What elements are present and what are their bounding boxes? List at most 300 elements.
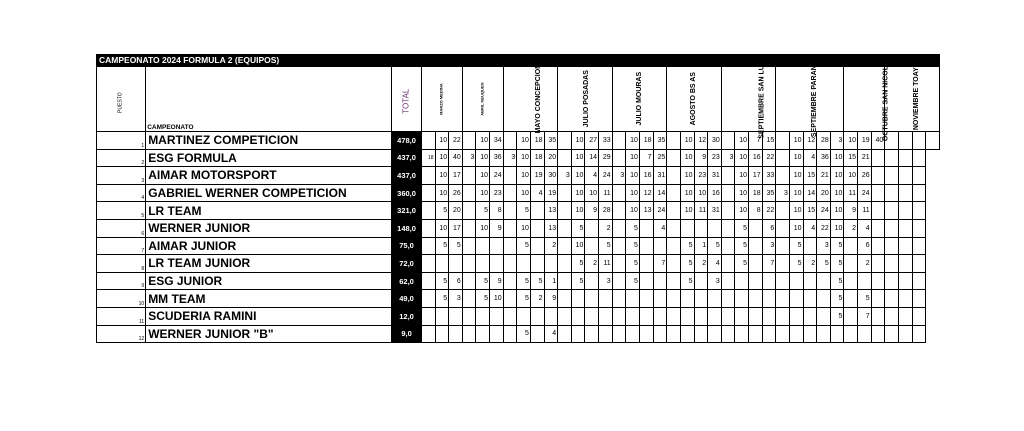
points-cell — [571, 132, 585, 150]
points-cell — [830, 325, 844, 343]
points-cell — [803, 307, 817, 325]
points-cell — [694, 149, 708, 167]
points-cell — [421, 290, 435, 308]
points-value: 11 — [603, 189, 611, 197]
points-cell — [421, 167, 435, 185]
position-value: 5 — [141, 212, 145, 219]
team-name: ESG FORMULA — [148, 150, 237, 165]
points-cell — [680, 132, 694, 150]
points-value: 5 — [579, 224, 584, 232]
points-cell — [817, 184, 831, 202]
points-cell — [871, 237, 885, 255]
points-cell — [503, 184, 517, 202]
points-cell — [871, 255, 885, 273]
points-cell — [639, 237, 653, 255]
points-cell — [571, 167, 585, 185]
points-cell — [599, 149, 613, 167]
position-cell — [97, 237, 146, 255]
points-value: 5 — [525, 330, 529, 338]
points-cell — [639, 325, 653, 343]
points-cell — [476, 167, 490, 185]
points-cell — [858, 255, 872, 273]
points-cell — [653, 272, 667, 290]
points-cell — [680, 290, 694, 308]
points-cell — [490, 149, 504, 167]
points-cell — [803, 219, 817, 237]
points-cell — [762, 149, 776, 167]
points-cell — [585, 290, 599, 308]
points-cell — [912, 237, 926, 255]
points-cell — [571, 255, 585, 273]
points-cell — [912, 307, 926, 325]
points-cell — [817, 132, 831, 150]
team-name: GABRIEL WERNER COMPETICION — [148, 186, 347, 201]
points-cell — [503, 237, 517, 255]
position-cell — [97, 149, 146, 167]
points-cell — [749, 237, 763, 255]
points-cell — [626, 132, 640, 150]
points-value: 5 — [525, 277, 529, 285]
points-cell — [776, 272, 790, 290]
points-cell — [490, 272, 504, 290]
points-cell — [776, 325, 790, 343]
points-cell — [585, 237, 599, 255]
points-cell — [599, 272, 613, 290]
points-cell — [599, 237, 613, 255]
points-cell — [599, 325, 613, 343]
points-cell — [694, 202, 708, 220]
points-cell — [708, 307, 722, 325]
points-cell — [694, 325, 708, 343]
points-value: 10 — [684, 154, 693, 162]
points-cell — [844, 149, 858, 167]
points-value: 10 — [575, 207, 584, 215]
points-cell — [789, 149, 803, 167]
points-cell — [462, 202, 476, 220]
position-cell — [97, 290, 146, 308]
points-cell — [449, 307, 463, 325]
points-value: 5 — [538, 277, 543, 285]
points-cell — [544, 149, 558, 167]
points-value: 10 — [439, 189, 448, 197]
points-cell — [735, 272, 749, 290]
points-cell — [817, 149, 831, 167]
points-value: 7 — [647, 154, 652, 162]
points-cell — [898, 272, 912, 290]
points-value: 14 — [807, 189, 816, 197]
points-cell — [503, 290, 517, 308]
points-cell — [612, 237, 626, 255]
points-cell — [844, 272, 858, 290]
points-value: 10 — [480, 136, 489, 144]
position-value: 7 — [141, 248, 145, 255]
points-value: 8 — [497, 207, 502, 215]
points-cell — [653, 325, 667, 343]
points-value: 10 — [575, 189, 584, 197]
puesto-header-label: PUESTO — [117, 92, 124, 113]
points-cell — [817, 325, 831, 343]
points-cell — [449, 255, 463, 273]
points-cell — [749, 184, 763, 202]
puesto-header — [97, 67, 146, 132]
points-value: 10 — [739, 154, 748, 162]
points-cell — [749, 255, 763, 273]
points-cell — [721, 307, 735, 325]
points-cell — [599, 307, 613, 325]
points-cell — [721, 149, 735, 167]
total-value: 478,0 — [397, 135, 416, 145]
points-value: 35 — [657, 136, 666, 144]
points-cell — [694, 167, 708, 185]
points-value: 6 — [865, 242, 870, 250]
points-cell — [476, 272, 490, 290]
points-cell — [749, 149, 763, 167]
points-value: 4 — [593, 171, 598, 179]
points-value: 3 — [729, 154, 734, 162]
points-cell — [653, 132, 667, 150]
points-cell — [721, 290, 735, 308]
points-cell — [517, 184, 531, 202]
points-cell — [721, 132, 735, 150]
standings-sheet — [96, 54, 940, 343]
points-cell — [626, 325, 640, 343]
points-value: 10 — [480, 189, 489, 197]
points-cell — [421, 237, 435, 255]
points-cell — [694, 307, 708, 325]
points-cell — [762, 184, 776, 202]
points-cell — [803, 290, 817, 308]
position-value: 3 — [141, 177, 145, 184]
team-name-cell — [146, 290, 392, 308]
points-cell — [885, 167, 899, 185]
total-value: 321,0 — [397, 206, 416, 216]
points-value: 5 — [715, 242, 720, 250]
points-value: 10 — [684, 189, 693, 197]
points-value: 30 — [712, 136, 720, 144]
points-cell — [639, 272, 653, 290]
points-cell — [694, 290, 708, 308]
points-cell — [626, 237, 640, 255]
points-value: 20 — [821, 189, 829, 197]
points-cell — [735, 325, 749, 343]
team-name: SCUDERIA RAMINI — [148, 309, 257, 324]
points-value: 10 — [739, 189, 748, 197]
points-value: 18 — [534, 154, 543, 162]
points-cell — [803, 149, 817, 167]
points-value: 35 — [766, 189, 775, 197]
points-value: 13 — [548, 207, 557, 215]
points-cell — [735, 202, 749, 220]
points-value: 10 — [630, 207, 638, 215]
points-cell — [421, 255, 435, 273]
points-cell — [639, 184, 653, 202]
total-cell — [392, 237, 422, 255]
points-cell — [503, 325, 517, 343]
points-cell — [503, 219, 517, 237]
points-value: 2 — [552, 242, 557, 250]
position-cell — [97, 132, 146, 150]
points-value: 28 — [821, 136, 829, 144]
points-value: 2 — [811, 259, 816, 267]
points-cell — [762, 237, 776, 255]
team-name-cell — [146, 167, 392, 185]
points-cell — [721, 184, 735, 202]
points-value: 28 — [602, 207, 611, 215]
position-cell — [97, 219, 146, 237]
total-value: 9,0 — [401, 329, 412, 339]
points-value: 7 — [865, 312, 870, 320]
points-cell — [776, 167, 790, 185]
points-cell — [749, 219, 763, 237]
points-cell — [885, 184, 899, 202]
points-cell — [871, 325, 885, 343]
points-cell — [503, 307, 517, 325]
total-cell — [392, 325, 422, 343]
points-cell — [789, 184, 803, 202]
race-header — [885, 67, 940, 132]
points-cell — [912, 132, 926, 150]
total-value: 437,0 — [397, 170, 416, 180]
position-cell — [97, 184, 146, 202]
points-value: 10 — [834, 171, 843, 179]
points-cell — [708, 290, 722, 308]
points-cell — [571, 202, 585, 220]
points-cell — [639, 167, 653, 185]
points-cell — [817, 272, 831, 290]
points-cell — [871, 202, 885, 220]
points-cell — [599, 202, 613, 220]
points-cell — [490, 167, 504, 185]
points-cell — [544, 219, 558, 237]
points-cell — [449, 149, 463, 167]
points-value: 33 — [602, 136, 611, 144]
points-cell — [721, 167, 735, 185]
points-cell — [612, 184, 626, 202]
points-cell — [844, 290, 858, 308]
points-value: 2 — [865, 259, 870, 267]
points-cell — [639, 219, 653, 237]
points-value: 11 — [848, 189, 857, 197]
points-cell — [885, 202, 899, 220]
points-cell — [898, 167, 912, 185]
team-name-cell — [146, 272, 392, 290]
points-cell — [803, 325, 817, 343]
points-value: 1 — [552, 277, 557, 285]
points-cell — [898, 290, 912, 308]
points-value: 5 — [606, 242, 611, 250]
points-value: 10 — [521, 154, 529, 162]
points-cell — [503, 272, 517, 290]
points-value: 10 — [521, 136, 529, 144]
points-cell — [517, 132, 531, 150]
points-cell — [789, 132, 803, 150]
points-value: 19 — [548, 189, 557, 197]
points-cell — [435, 325, 449, 343]
points-cell — [735, 167, 749, 185]
points-cell — [694, 255, 708, 273]
total-value: 72,0 — [399, 258, 414, 268]
points-value: 5 — [484, 207, 489, 215]
points-cell — [735, 132, 749, 150]
team-name-cell — [146, 325, 392, 343]
points-cell — [449, 167, 463, 185]
points-cell — [667, 132, 681, 150]
points-cell — [585, 167, 599, 185]
points-cell — [462, 325, 476, 343]
points-value: 10 — [575, 136, 584, 144]
team-name-cell — [146, 255, 392, 273]
points-cell — [435, 184, 449, 202]
points-value: 4 — [811, 224, 816, 232]
points-value: 10 — [439, 136, 448, 144]
points-cell — [762, 167, 776, 185]
points-value: 10 — [575, 171, 584, 179]
position-cell — [97, 325, 146, 343]
points-value: 3 — [838, 136, 843, 144]
points-value: 4 — [865, 224, 870, 232]
points-value: 14 — [589, 154, 598, 162]
points-value: 14 — [657, 189, 666, 197]
points-cell — [490, 290, 504, 308]
points-cell — [490, 132, 504, 150]
total-value: 437,0 — [397, 153, 416, 163]
position-value: 4 — [141, 195, 145, 202]
points-cell — [830, 219, 844, 237]
total-cell — [392, 167, 422, 185]
points-cell — [639, 149, 653, 167]
points-cell — [830, 255, 844, 273]
points-cell — [844, 167, 858, 185]
points-cell — [612, 132, 626, 150]
points-value: 4 — [811, 154, 816, 162]
points-value: 19 — [534, 171, 543, 179]
points-value: 5 — [797, 242, 802, 250]
points-cell — [449, 325, 463, 343]
points-cell — [789, 307, 803, 325]
points-cell — [599, 219, 613, 237]
points-value: 10 — [834, 207, 843, 215]
points-cell — [871, 149, 885, 167]
points-cell — [653, 184, 667, 202]
points-cell — [871, 184, 885, 202]
points-value: 5 — [838, 259, 843, 267]
points-cell — [776, 184, 790, 202]
points-value: 17 — [453, 171, 461, 179]
points-cell — [776, 149, 790, 167]
team-name-cell — [146, 132, 392, 150]
points-cell — [626, 184, 640, 202]
points-cell — [844, 325, 858, 343]
points-cell — [421, 184, 435, 202]
points-cell — [462, 167, 476, 185]
points-cell — [776, 290, 790, 308]
points-cell — [912, 202, 926, 220]
points-value: 10 — [793, 224, 802, 232]
points-cell — [667, 255, 681, 273]
points-cell — [585, 132, 599, 150]
points-cell — [476, 255, 490, 273]
header-row — [97, 67, 940, 132]
points-cell — [680, 149, 694, 167]
points-value: 10 — [480, 224, 489, 232]
total-header-label: TOTAL — [401, 88, 411, 114]
points-cell — [735, 290, 749, 308]
points-cell — [421, 202, 435, 220]
points-cell — [708, 132, 722, 150]
points-cell — [626, 167, 640, 185]
points-cell — [421, 272, 435, 290]
points-cell — [544, 325, 558, 343]
race-header-label: SEPTIEMBRE PARANA — [811, 60, 819, 138]
team-name-cell — [146, 184, 392, 202]
points-cell — [626, 255, 640, 273]
points-cell — [885, 307, 899, 325]
points-cell — [858, 184, 872, 202]
points-cell — [708, 325, 722, 343]
points-value: 7 — [770, 259, 775, 267]
team-name-cell — [146, 149, 392, 167]
points-value: 35 — [548, 136, 557, 144]
points-cell — [612, 272, 626, 290]
points-cell — [749, 290, 763, 308]
points-cell — [776, 307, 790, 325]
points-value: 18 — [427, 154, 434, 161]
points-value: 10 — [480, 171, 489, 179]
points-value: 9 — [552, 295, 557, 303]
total-value: 360,0 — [397, 188, 416, 198]
points-value: 18 — [534, 136, 543, 144]
points-value: 22 — [821, 224, 829, 232]
team-name-cell — [146, 219, 392, 237]
total-value: 148,0 — [397, 223, 416, 233]
points-value: 31 — [712, 207, 720, 215]
points-cell — [680, 272, 694, 290]
points-cell — [830, 307, 844, 325]
team-name-cell — [146, 307, 392, 325]
points-cell — [571, 325, 585, 343]
points-value: 15 — [807, 171, 816, 179]
points-cell — [585, 307, 599, 325]
points-value: 4 — [715, 259, 720, 267]
points-cell — [599, 290, 613, 308]
points-cell — [476, 132, 490, 150]
points-cell — [626, 290, 640, 308]
points-value: 6 — [770, 224, 775, 232]
points-cell — [530, 307, 544, 325]
points-cell — [885, 272, 899, 290]
points-value: 11 — [603, 259, 611, 267]
points-cell — [803, 202, 817, 220]
campeonato-header — [146, 67, 392, 132]
points-cell — [476, 307, 490, 325]
points-cell — [830, 149, 844, 167]
points-cell — [544, 184, 558, 202]
points-cell — [585, 219, 599, 237]
points-cell — [490, 237, 504, 255]
points-value: 2 — [593, 259, 598, 267]
points-cell — [571, 290, 585, 308]
points-value: 10 — [575, 242, 584, 250]
points-value: 40 — [875, 136, 884, 144]
race-header-label: SEPTIEMBRE SAN LUIS — [758, 58, 766, 140]
points-cell — [898, 219, 912, 237]
points-cell — [558, 132, 572, 150]
points-cell — [926, 132, 940, 150]
points-cell — [449, 132, 463, 150]
points-cell — [803, 184, 817, 202]
points-cell — [599, 255, 613, 273]
points-value: 36 — [493, 154, 502, 162]
